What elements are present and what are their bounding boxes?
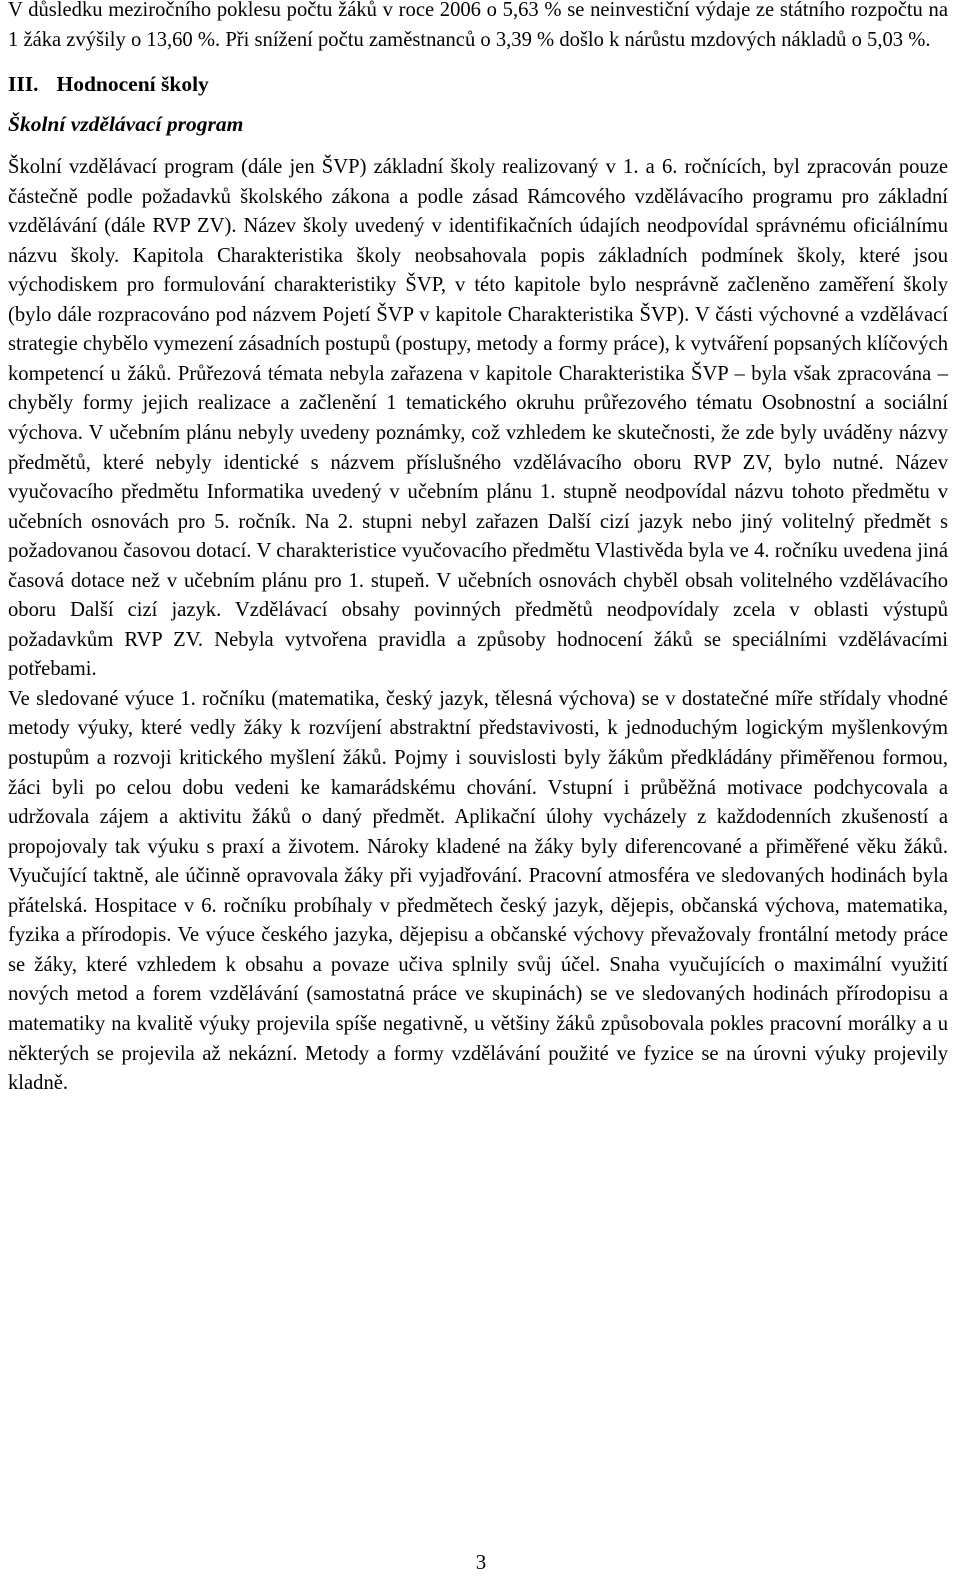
document-body [8,0,948,1099]
svp-paragraph: Školní vzdělávací program (dále jen ŠVP) základní školy realizovaný v 1. a 6. ročnících, byl zpracován pouze částečně podle požadavků školského zákona a podle zásad Rámcového vzdělávacího programu pro základní vzdělávání (dále RVP ZV). Název školy uvedený v identifikačních údajích neodpovídal správnému oficiálnímu názvu školy. Kapitola Charakteristika školy neobsahovala popis základních podmínek školy, které jsou východiskem pro formulování charakteristiky ŠVP, v této kapitole bylo nesprávně začleněno zaměření školy (bylo dále rozpracováno pod názvem Pojetí ŠVP v kapitole Charakteristika ŠVP). V části výchovné a vzdělávací strategie chybělo vymezení zásadních postupů (postupy, metody a formy práce), k vytváření popsaných klíčových kompetencí u žáků. Průřezová témata nebyla zařazena v kapitole Charakteristika ŠVP – byla však zpracována – chyběly formy jejich realizace a začlenění 1 tematického okruhu průřezového tématu Osobnostní a sociální výchova. V učebním plánu nebyly uvedeny poznámky, což vzhledem ke skutečnosti, že zde byly uváděny názvy předmětů, které nebyly identické s názvem příslušného vzdělávacího oboru RVP ZV, bylo nutné. Název vyučovacího předmětu Informatika uvedený v učebním plánu 1. stupně neodpovídal názvu tohoto předmětu v učebních osnovách pro 5. ročník. Na 2. stupni nebyl zařazen Další cizí jazyk nebo jiný volitelný předmět s požadovanou časovou dotací. V charakteristice vyučovacího předmětu Vlastivěda byla ve 4. ročníku uvedena jiná časová dotace než v učebním plánu pro 1. stupeň. V učebních osnovách chyběl obsah volitelného vzdělávacího oboru Další cizí jazyk. Vzdělávací obsahy povinných předmětů neodpovídaly zcela v oblasti výstupů požadavkům RVP ZV. Nebyla vytvořena pravidla a způsoby hodnocení žáků se speciálními vzdělávacími potřebami. [8,156,948,681]
subsection-title: Školní vzdělávací program [8,112,244,137]
paragraph-spacer [8,55,948,69]
section-number: III. [8,72,39,97]
observation-paragraph: Ve sledované výuce 1. ročníku (matematika, český jazyk, tělesná výchova) se v dostatečné míře střídaly vhodné metody výuky, které vedly žáky k rozvíjení abstraktní představivosti, k jednoduchým logickým myšlenkovým postupům a rozvoji kritického myšlení žáků. Pojmy i souvislosti byly žákům předkládány přiměřenou formou, žáci byli po celou dobu vedeni ke kamarádskému chování. Vstupní i průběžná motivace podchycovala a udržovala zájem a aktivitu žáků o daný předmět. Aplikační úlohy vycházely z každodenních zkušeností a propojovaly tak výuku s praxí a životem. Nároky kladené na žáky byly diferencované a přiměřené věku žáků. Vyučující taktně, ale účinně opravovala žáky při vyjadřování. Pracovní atmosféra ve sledovaných hodinách byla přátelská. Hospitace v 6. ročníku probíhaly v předmětech český jazyk, dějepis, občanská výchova, matematika, fyzika a přírodopis. Ve výuce českého jazyka, dějepisu a občanské výchovy převažovaly frontální metody práce se žáky, které vzhledem k obsahu a povaze učiva splnily svůj účel. Snaha vyučujících o maximální využití nových metod a forem vzdělávání (samostatná práce ve skupinách) se ve sledovaných hodinách přírodopisu a matematiky na kvalitě výuky projevila spíše negativně, u většiny žáků způsobovala pokles pracovní morálky a u některých se projevila až nekázní. Metody a formy vzdělávání použité ve fyzice se na úrovni výuky projevily kladně. [8,687,948,1095]
section-title: Hodnocení školy [56,72,209,97]
page-number: 3 [475,1550,487,1574]
intro-paragraph: V důsledku meziročního poklesu počtu žáků v roce 2006 o 5,63 % se neinvestiční výdaje ze státního rozpočtu na 1 žáka zvýšily o 13,60 %. Při snížení počtu zaměstnanců o 3,39 % došlo k nárůstu mzdových nákladů o 5,03 %. [8,0,948,51]
section-heading [8,69,948,99]
